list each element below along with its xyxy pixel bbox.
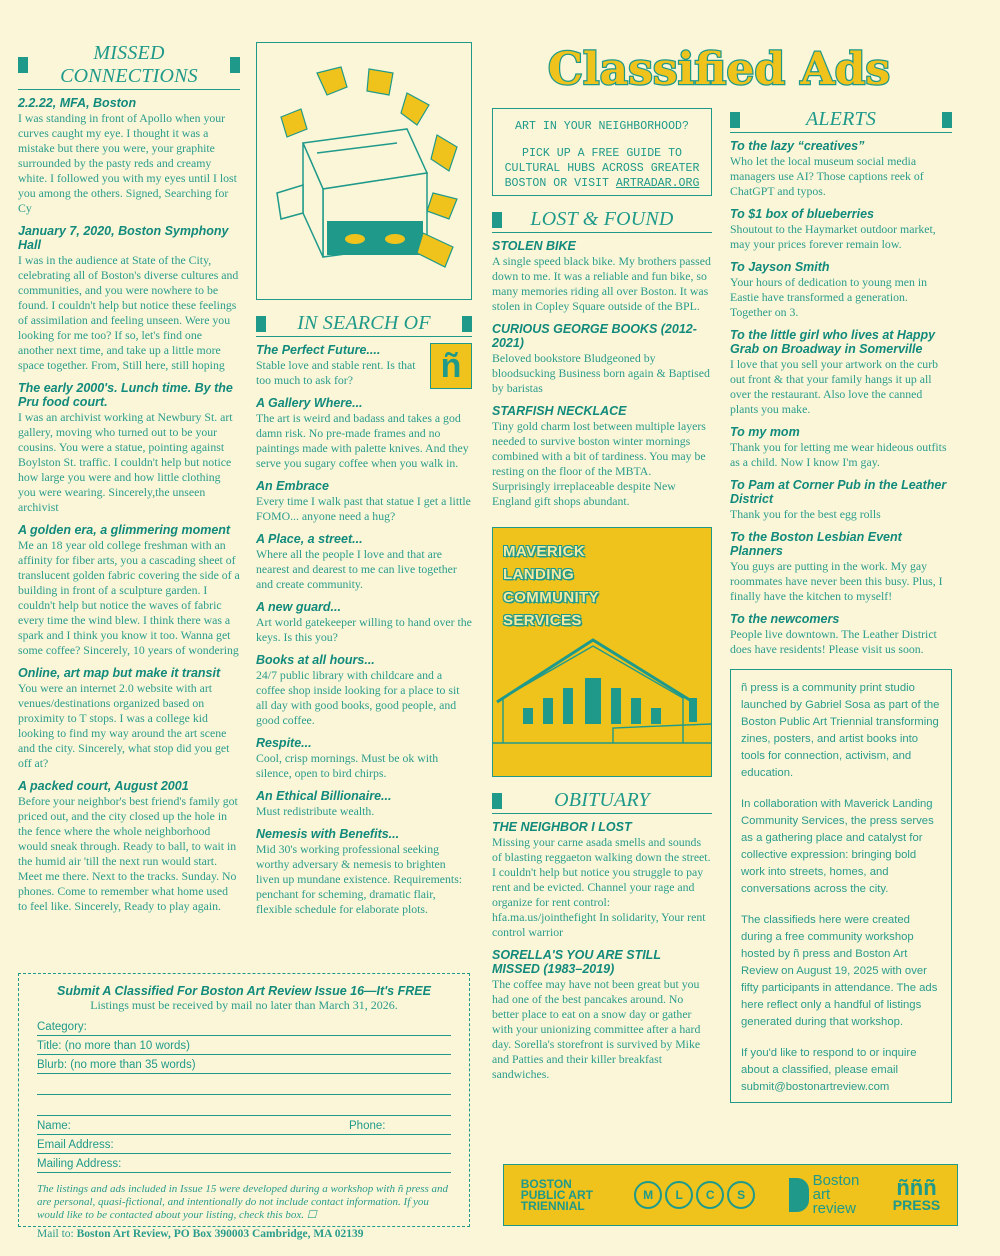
- listing-text: I was standing in front of Apollo when your curves caught my eye. I thought it was a mistake but there you were, your graphite surrounded by the pasty reds and creamy white. I followed you with my eyes until I lost you among the others. Signed, Searching for Cy: [18, 111, 237, 215]
- listing-entry: [256, 479, 472, 524]
- listing-entry: [730, 425, 952, 470]
- middle-right-column: [492, 108, 712, 1090]
- listing-title: To the little girl who lives at Happy Grab on Broadway in Somerville: [730, 328, 936, 356]
- listing-text: People live downtown. The Leather District does have residents! Please visit us soon.: [730, 627, 937, 656]
- listing-title: To Pam at Corner Pub in the Leather District: [730, 478, 947, 506]
- listing-title: To Jayson Smith: [730, 260, 830, 274]
- listing-title: SORELLA'S YOU ARE STILL MISSED (1983–2019): [492, 948, 661, 976]
- listing-entry: [492, 948, 712, 1082]
- alerts-heading: ALERTS: [730, 108, 952, 133]
- listing-text: Before your neighbor's best friend's family got priced out, and the city closed up the hole in the fence where the whole neighborhood would sneak through. Ready to ball, to wait in the humid air 'till the next run would start. Meet me there. Next to the tracks. Sunday. No phones. Come to remember what home used to feel like. Sincerely, Ready to play again.: [18, 794, 238, 913]
- photocopier-illustration: [256, 42, 472, 300]
- listing-entry: [18, 96, 240, 216]
- listing-entry: [492, 239, 712, 314]
- listing-entry: [730, 139, 952, 199]
- listing-text: Me an 18 year old college freshman with an affinity for fiber arts, you a cascading sheet of translucent golden fabric covering the side of a building in front of a sculpture garden. I couldn't help but notice the waves of fabric every time the wind blew. I think there was a spark and I think you know it too. Wanna get some coffee? Sincerely, 10 years of wondering: [18, 538, 240, 657]
- title-field[interactable]: Title: (no more than 10 words): [37, 1038, 451, 1055]
- listing-entry: [492, 322, 712, 396]
- blurb-line[interactable]: [37, 1076, 451, 1095]
- listing-entry: [730, 260, 952, 320]
- alerts-column: [730, 108, 952, 1103]
- listing-entry: [256, 396, 472, 471]
- listing-title: An Embrace: [256, 479, 329, 493]
- listing-entry: [730, 328, 952, 417]
- listing-text: Thank you for letting me wear hideous outfits as a child. Now I know I'm gay.: [730, 440, 947, 469]
- listing-text: Tiny gold charm lost between multiple layers needed to survive boston winter mornings combined with a bit of tardiness. You may be resting on the floor of the MBTA. Surprisingly irreplaceable despite New England gift shops abundant.: [492, 419, 706, 508]
- listing-entry: [730, 612, 952, 657]
- disclaimer-text: The listings and ads included in Issue 15 were developed during a workshop with ñ press and are personal, quasi-fictional, and intentionally do not include contact information. If you would like to be contacted about your listing, check this box. ☐: [37, 1183, 449, 1221]
- listing-title: STOLEN BIKE: [492, 239, 576, 253]
- listing-title: An Ethical Billionaire...: [256, 789, 392, 803]
- listing-text: A single speed black bike. My brothers passed down to me. It was a reliable and fun bike, so many memories riding all over Boston. It was stolen in Copley Square outside of the BPL.: [492, 254, 711, 313]
- listing-text: Every time I walk past that statue I get a little FOMO... anyone need a hug?: [256, 494, 471, 523]
- listing-entry: [492, 820, 712, 940]
- listing-text: I was an archivist working at Newbury St. art gallery, moving who turned out to be your cousins. You were a statue, pointing against Boylston St. traffic. I couldn't help but notice how large you were and how little clothing you were wearing. Sincerely,the unseen archivist: [18, 410, 233, 514]
- heading-bar-icon: [492, 212, 502, 228]
- listing-entry: [730, 207, 952, 252]
- listing-title: Respite...: [256, 736, 312, 750]
- classified-ads-title: [488, 42, 950, 98]
- listing-text: Shoutout to the Haymarket outdoor market, may your prices forever remain low.: [730, 222, 936, 251]
- listing-text: 24/7 public library with childcare and a coffee shop inside looking for a place to sit all day with good books, good people, and good coffee.: [256, 668, 460, 727]
- listing-title: To the lazy “creatives”: [730, 139, 865, 153]
- n-press-tile-icon: ñ: [430, 343, 472, 389]
- listing-title: Online, art map but make it transit: [18, 666, 221, 680]
- listing-title: STARFISH NECKLACE: [492, 404, 627, 418]
- listing-text: The coffee may have not been great but you had one of the best pancakes around. No better place to eat on a snow day or gather with your unionizing committee after a hard day. Sorella's storefront is survived by Mike and Patties and their killer breakfast sandwiches.: [492, 977, 701, 1081]
- mlcs-letter: M: [634, 1181, 662, 1209]
- listing-title: To my mom: [730, 425, 800, 439]
- listing-title: To the newcomers: [730, 612, 840, 626]
- building-icon: [493, 528, 711, 776]
- listing-text: Thank you for the best egg rolls: [730, 507, 881, 521]
- title-text: Classified Ads: [547, 44, 891, 95]
- heading-bar-icon: [18, 57, 28, 73]
- heading-bar-icon: [942, 112, 952, 128]
- listing-text: Stable love and stable rent. Is that too much to ask for?: [256, 358, 416, 387]
- listing-title: January 7, 2020, Boston Symphony Hall: [18, 224, 229, 252]
- listing-title: A new guard...: [256, 600, 341, 614]
- listing-title: Nemesis with Benefits...: [256, 827, 400, 841]
- heading-bar-icon: [492, 793, 502, 809]
- mlcs-letter: L: [665, 1181, 693, 1209]
- listing-title: The early 2000's. Lunch time. By the Pru food court.: [18, 381, 233, 409]
- n-press-logo: ñññ PRESS: [892, 1175, 941, 1213]
- listing-entry: [256, 789, 472, 819]
- listing-title: THE NEIGHBOR I LOST: [492, 820, 632, 834]
- listing-entry: [256, 532, 472, 592]
- email-field[interactable]: Email Address:: [37, 1137, 451, 1154]
- heading-bar-icon: [230, 57, 240, 73]
- blurb-field[interactable]: Blurb: (no more than 35 words): [37, 1057, 451, 1074]
- sponsor-logos: [503, 1164, 958, 1226]
- lost-found-heading: LOST & FOUND: [492, 208, 712, 233]
- missed-connections-column: [18, 42, 240, 922]
- listing-text: Cool, crisp mornings. Must be ok with silence, open to bird chirps.: [256, 751, 439, 780]
- listing-text: You were an internet 2.0 website with art venues/destinations organized based on proximity to T stops. I was a college kid looking to find my way around the art scene and the city. Sincerely, what stop did you get off at?: [18, 681, 230, 770]
- listing-entry: [18, 224, 240, 373]
- listing-entry: [256, 653, 472, 728]
- mail-to-address: Mail to: Boston Art Review, PO Box 390003 Cambridge, MA 02139: [37, 1228, 364, 1240]
- missed-connections-heading: MISSED CONNECTIONS: [18, 42, 240, 90]
- bar-logo-icon: [789, 1178, 809, 1212]
- blurb-line[interactable]: [37, 1097, 451, 1116]
- listing-entry: [730, 530, 952, 604]
- obituary-heading: OBITUARY: [492, 789, 712, 814]
- listing-entry: [256, 827, 472, 917]
- form-heading: Submit A Classified For Boston Art Review Issue 16—It's FREE: [57, 984, 431, 998]
- listing-text: Beloved bookstore Bludgeoned by bloodsucking Business born again & Baptised by baristas: [492, 351, 710, 395]
- listing-title: To the Boston Lesbian Event Planners: [730, 530, 902, 558]
- submission-form: [18, 973, 470, 1240]
- maverick-landing-image: [492, 527, 712, 777]
- heading-bar-icon: [462, 316, 472, 332]
- listing-title: A golden era, a glimmering moment: [18, 523, 231, 537]
- name-phone-field[interactable]: Name: Phone:: [37, 1118, 451, 1135]
- mlcs-letter: S: [727, 1181, 755, 1209]
- listing-text: Your hours of dedication to young men in Eastie have transformed a generation. Together on 3.: [730, 275, 928, 319]
- artradar-link[interactable]: ARTRADAR.ORG: [615, 177, 700, 190]
- listing-entry: [18, 523, 240, 658]
- mlcs-logo: [634, 1181, 755, 1209]
- listing-entry: [256, 736, 472, 781]
- mailing-address-field[interactable]: Mailing Address:: [37, 1156, 451, 1173]
- listing-text: Must redistribute wealth.: [256, 804, 375, 818]
- listing-text: Art world gatekeeper willing to hand over the keys. Is this you?: [256, 615, 472, 644]
- heading-bar-icon: [256, 316, 266, 332]
- listing-text: Who let the local museum social media managers use AI? Those captions reek of ChatGPT and typos.: [730, 154, 924, 198]
- listing-title: A packed court, August 2001: [18, 779, 189, 793]
- listing-entry: [18, 666, 240, 771]
- listing-title: 2.2.22, MFA, Boston: [18, 96, 137, 110]
- page-title-banner: [488, 42, 950, 98]
- boston-public-art-triennial-logo: BOSTON PUBLIC ART TRIENNIAL: [520, 1176, 593, 1213]
- listing-text: I was in the audience at State of the City, celebrating all of Boston's diverse cultures and communities, and you were nowhere to be found. I couldn't help but notice these feelings of assimilation and feeling unseen. Were you looking for me too? If so, let's find one another next time, and take up a little more space together. From, Still here, still hoping: [18, 253, 239, 372]
- listing-entry: [18, 381, 240, 515]
- listing-entry: [730, 478, 952, 522]
- listing-title: CURIOUS GEORGE BOOKS (2012-2021): [492, 322, 697, 350]
- art-in-neighborhood-box: ART IN YOUR NEIGHBORHOOD? PICK UP A FREE GUIDE TO CULTURAL HUBS ACROSS GREATER BOSTON OR VISIT ARTRADAR.ORG: [492, 108, 712, 196]
- in-search-of-column: [256, 312, 472, 925]
- listing-text: You guys are putting in the work. My gay roommates have never been this busy. Plus, I finally have the kitchen to myself!: [730, 559, 943, 603]
- boston-art-review-logo: Boston art review: [789, 1174, 860, 1216]
- in-search-of-heading: IN SEARCH OF: [256, 312, 472, 337]
- category-field[interactable]: Category:: [37, 1019, 451, 1036]
- photocopier-icon: [257, 43, 470, 298]
- listing-title: A Gallery Where...: [256, 396, 363, 410]
- listing-text: Missing your carne asada smells and sounds of blasting reggaeton walking down the street. I couldn't help but notice you struggle to pay rent and be evicted. Channel your rage and organize for rent control: hfa.ma.us/jointhefight In solidarity, Your rent control warrior: [492, 835, 711, 939]
- listing-text: Mid 30's working professional seeking worthy adversary & nemesis to brighten liven up mundane existence. Requirements: penchant for scheming, dramatic flair, flexible schedule for elaborate plots.: [256, 842, 463, 916]
- listing-text: The art is weird and badass and takes a god damn risk. No pre-made frames and no paintings made with palette knives. And they serve you sugary coffee when you walk in.: [256, 411, 469, 470]
- maverick-landing-label: MAVERICK LANDING COMMUNITY SERVICES: [503, 543, 600, 629]
- listing-entry: [256, 600, 472, 645]
- n-press-info-box: ñ press is a community print studio launched by Gabriel Sosa as part of the Boston Public Art Triennial transforming zines, posters, and artist books into tools for connection, activism, and education. In collaboration with Maverick Landing Community Services, the press serves as a gathering place and catalyst for collective expression: bringing bold work into streets, homes, and conversations across the city. The classifieds here were created during a free community workshop hosted by ñ press and Boston Art Review on August 19, 2025 with over fifty participants in attendance. The ads here reflect only a handful of listings generated during that workshop. If you'd like to respond to or inquire about a classified, please email submit@bostonartreview.com: [730, 669, 952, 1103]
- mlcs-letter: C: [696, 1181, 724, 1209]
- listing-title: Books at all hours...: [256, 653, 375, 667]
- listing-title: The Perfect Future....: [256, 343, 381, 357]
- listing-entry: [18, 779, 240, 914]
- form-deadline: Listings must be received by mail no later than March 31, 2026.: [90, 998, 398, 1012]
- listing-title: To $1 box of blueberries: [730, 207, 875, 221]
- listing-text: Where all the people I love and that are nearest and dearest to me can live together and create community.: [256, 547, 457, 591]
- heading-bar-icon: [730, 112, 740, 128]
- listing-title: A Place, a street...: [256, 532, 363, 546]
- listing-entry: [492, 404, 712, 509]
- listing-text: I love that you sell your artwork on the curb out front & that your family hangs it up all over the restaurant. Also love the canned plants you make.: [730, 357, 939, 416]
